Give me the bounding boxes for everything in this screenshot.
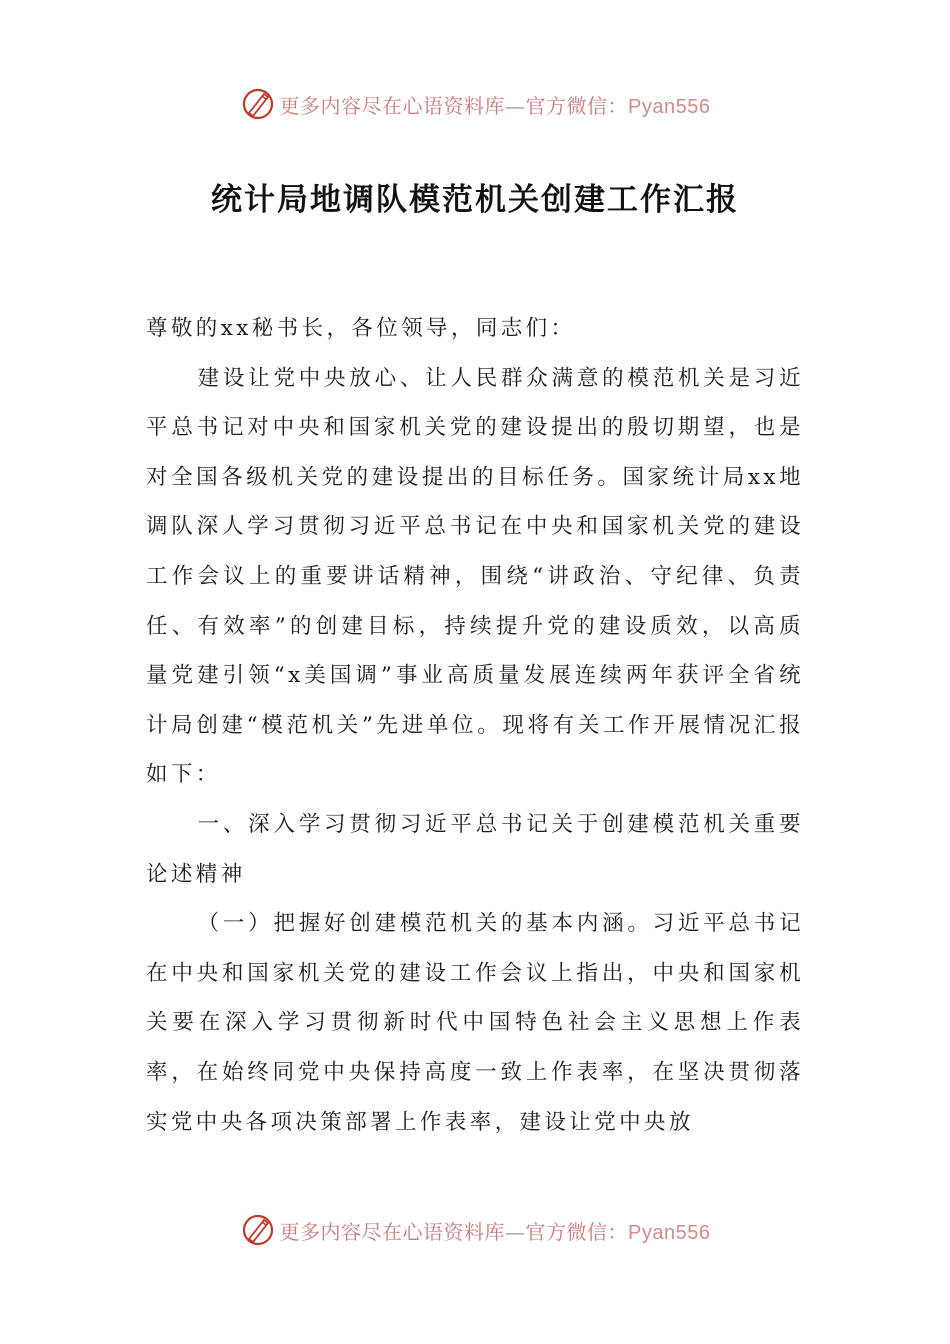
header-watermark-banner: [0, 84, 950, 124]
banner-text: [280, 1216, 711, 1245]
banner-slogan: 更多内容尽在心语资料库: [279, 1219, 506, 1244]
pen-logo-icon: [240, 86, 276, 122]
banner-slogan: 更多内容尽在心语资料库: [279, 93, 506, 118]
section-heading: 一、深入学习贯彻习近平总书记关于创建模范机关重要论述精神: [146, 811, 804, 887]
banner-separator: —: [505, 1219, 526, 1244]
banner-handle: Pyan556: [628, 95, 711, 118]
banner-text: [280, 90, 711, 119]
paragraph: （一）把握好创建模范机关的基本内涵。习近平总书记在中央和国家机关党的建设工作会议上指出，中央和国家机关要在深入学习贯彻新时代中国特色社会主义思想上作表率，在始终同党中央保持高度一致上作表率，在坚决贯彻落实党中央各项决策部署上作表率，建设让党中央放: [146, 911, 804, 1135]
document-body: [146, 304, 804, 1147]
salutation: 尊敬的xx秘书长，各位领导，同志们：: [146, 316, 576, 341]
pen-logo-icon: [240, 1212, 276, 1248]
banner-separator: —: [505, 93, 526, 118]
banner-handle: Pyan556: [628, 1221, 711, 1244]
banner-label: 官方微信：: [525, 1219, 629, 1244]
footer-watermark-banner: [0, 1210, 950, 1250]
banner-label: 官方微信：: [525, 93, 629, 118]
document-title: 统计局地调队模范机关创建工作汇报: [211, 182, 739, 218]
paragraph: 建设让党中央放心、让人民群众满意的模范机关是习近平总书记对中央和国家机关党的建设提出的殷切期望，也是对全国各级机关党的建设提出的目标任务。国家统计局xx地调队深人学习贯彻习近平总书记在中央和国家机关党的建设工作会议上的重要讲话精神，围绕“讲政治、守纪律、负责任、有效率”的创建目标，持续提升党的建设质效，以高质量党建引领“x美国调”事业高质量发展连续两年获评全省统计局创建“模范机关”先进单位。现将有关工作开展情况汇报如下：: [146, 365, 804, 788]
